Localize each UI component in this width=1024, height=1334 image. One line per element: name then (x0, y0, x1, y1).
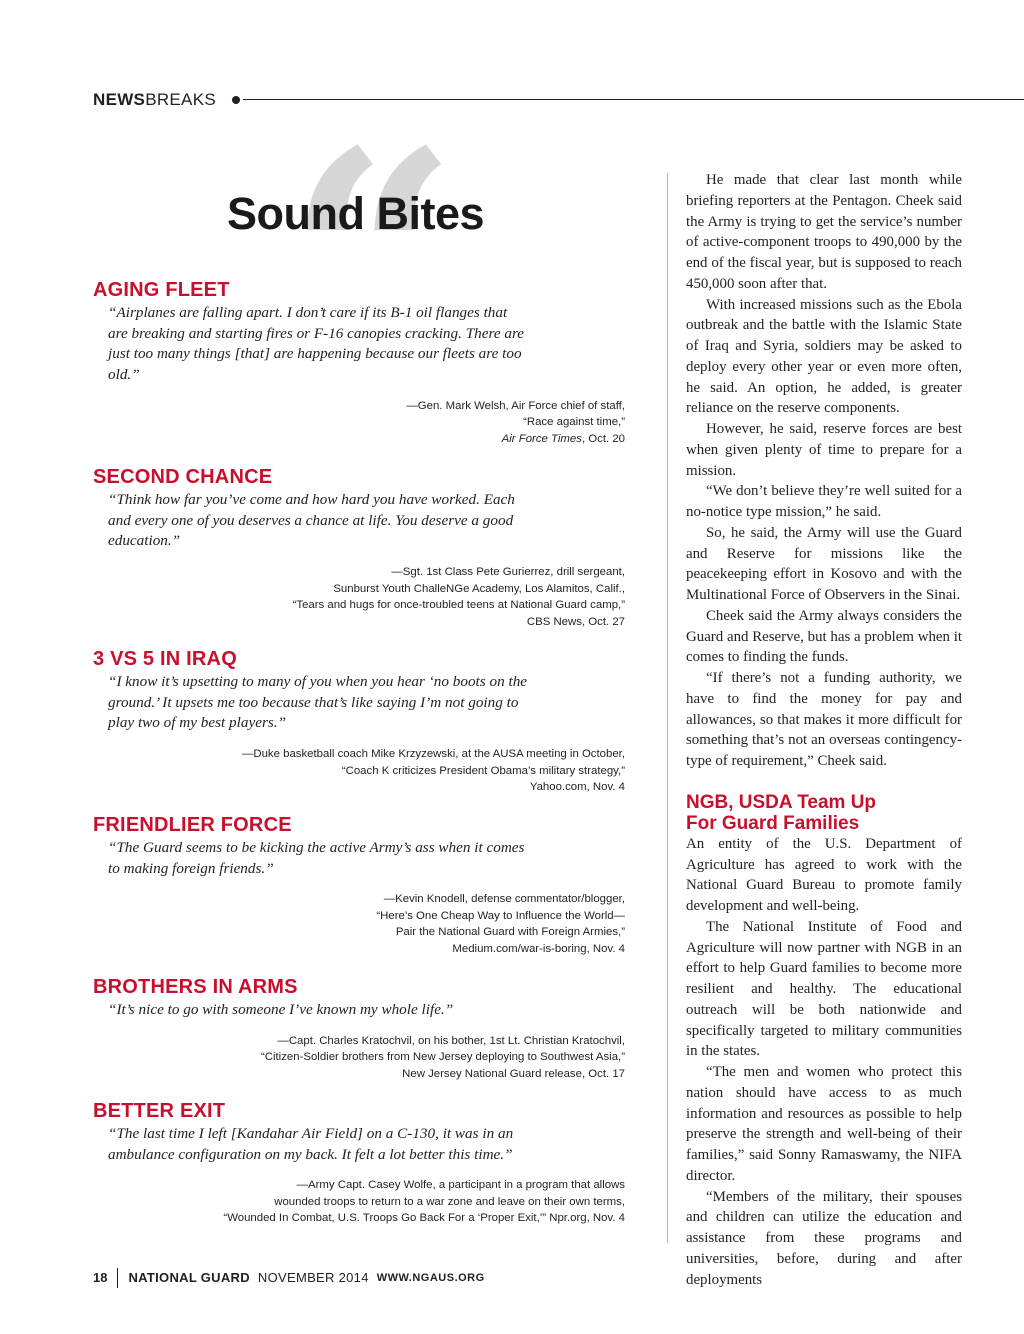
attribution-line: New Jersey National Guard release, Oct. 17 (402, 1067, 625, 1080)
item-attribution (93, 891, 625, 957)
article-paragraph: So, he said, the Army will use the Guard and Reserve for missions like the peacekeeping effort in Kosovo and with the Multinational Force of Observers in the Sinai. (686, 524, 962, 603)
article-paragraph: “We don’t believe they’re well suited for a no-notice type mission,” he said. (686, 483, 962, 520)
article-paragraph: Cheek said the Army always considers the Guard and Reserve, but has a problem when it comes to finding the funds. (686, 607, 962, 666)
item-attribution (93, 398, 625, 448)
page-title: Sound Bites (227, 188, 485, 239)
attribution-line: “Race against time,” (523, 416, 625, 429)
sound-bite-item (93, 814, 625, 957)
section-label-bold: NEWS (93, 90, 146, 109)
subhead-line: NGB, USDA Team Up (686, 791, 877, 813)
item-heading: SECOND CHANCE (93, 466, 273, 488)
sound-bite-item (93, 279, 625, 447)
page-number: 18 (93, 1270, 108, 1285)
attribution-line: —Kevin Knodell, defense commentator/blogger, (383, 893, 625, 906)
article-paragraph: The National Institute of Food and Agriculture will now partner with NGB in an effort to help Guard families to become more resilient and healthy. The educational outreach will be both nationwide and specifically targeted to military communities in the states. (686, 918, 962, 1060)
item-heading: 3 VS 5 IN IRAQ (93, 648, 237, 670)
article-paragraph: “The men and women who protect this nation should have access to as much information and resources as possible to help preserve the strength and well-being of their families,” said Sonny Ramaswamy, the NIFA director. (686, 1064, 962, 1184)
website-link[interactable]: WWW.NGAUS.ORG (376, 1272, 485, 1284)
section-label-light: BREAKS (145, 90, 216, 109)
article-paragraph: However, he said, reserve forces are best when given plenty of time to prepare for a mission. (686, 421, 962, 479)
footer-divider (117, 1268, 118, 1288)
item-quote: “The last time I left [Kandahar Air Field] on a C-130, it was in an ambulance configuration on my back. It felt a lot better this time.” (108, 1125, 514, 1163)
item-heading: BETTER EXIT (93, 1100, 226, 1122)
attribution-line: “Wounded In Combat, U.S. Troops Go Back For a ‘Proper Exit,’” Npr.org, Nov. 4 (223, 1212, 625, 1225)
sound-bite-item (93, 648, 625, 796)
attribution-line: —Capt. Charles Kratochvil, on his bother, 1st Lt. Christian Kratochvil, (277, 1034, 625, 1047)
issue-date: NOVEMBER 2014 (257, 1270, 369, 1285)
sound-bite-item (93, 466, 625, 630)
subhead-line: For Guard Families (686, 812, 860, 834)
article-paragraph: With increased missions such as the Ebola outbreak and the battle with the Islamic State of Iraq and Syria, soldiers may be asked to deploy every other year or even more often, he said. An option, he added, is greater reliance on the reserve components. (686, 296, 962, 417)
source-publication: Air Force Times (501, 432, 582, 445)
page-footer (93, 1268, 485, 1288)
item-quote: “I know it’s upsetting to many of you when you hear ‘no boots on the ground.’ It upsets me too because that’s like saying I’m not going to play two of my best players.” (108, 673, 528, 732)
article-column (686, 170, 962, 1290)
attribution-line: “Citizen-Soldier brothers from New Jersey deploying to Southwest Asia,” (260, 1051, 625, 1064)
attribution-line: —Gen. Mark Welsh, Air Force chief of staff, (406, 399, 625, 412)
article-subhead (686, 792, 962, 834)
item-attribution (93, 1033, 625, 1083)
attribution-line: CBS News, Oct. 27 (526, 615, 625, 628)
attribution-line: Medium.com/war-is-boring, Nov. 4 (452, 942, 625, 955)
item-heading: FRIENDLIER FORCE (93, 814, 292, 836)
item-heading: AGING FLEET (93, 279, 230, 301)
attribution-line: “Tears and hugs for once-troubled teens at National Guard camp,” (292, 599, 625, 612)
attribution-line: wounded troops to return to a war zone and leave on their own terms, (274, 1195, 625, 1208)
item-quote: “Think how far you’ve come and how hard you have worked. Each and every one of you deserves a chance at life. You deserve a good education.” (108, 491, 515, 550)
attribution-line: —Duke basketball coach Mike Krzyzewski, at the AUSA meeting in October, (241, 748, 625, 761)
item-heading: BROTHERS IN ARMS (93, 976, 298, 998)
article-paragraph: “If there’s not a funding authority, we have to find the money for pay and allowances, so that makes it more difficult for something that’s not an overseas contingency-type of requirement,” Cheek said. (686, 670, 962, 769)
attribution-line: “Here’s One Cheap Way to Influence the World— (376, 909, 625, 922)
section-header (93, 88, 1024, 112)
item-attribution (93, 1177, 625, 1227)
sound-bite-item (93, 1100, 625, 1227)
attribution-line: Pair the National Guard with Foreign Armies,” (395, 926, 625, 939)
article-paragraph: “Members of the military, their spouses and children can utilize the education and assistance from these programs and universities, before, during and after deployments (686, 1188, 962, 1288)
source-date: , Oct. 20 (581, 432, 625, 445)
header-rule (243, 99, 1024, 100)
item-quote: “Airplanes are falling apart. I don’t care if its B-1 oil flanges that are breaking and starting fires or F-16 canopies cracking. There are just too many things [that] are happening because our fleets are too old.” (108, 304, 525, 384)
bullet-icon (232, 96, 240, 104)
item-quote: “It’s nice to go with someone I’ve known my whole life.” (108, 1001, 454, 1018)
article-paragraph: An entity of the U.S. Department of Agriculture has agreed to work with the National Guard Bureau to promote family development and well-being. (686, 835, 962, 914)
item-quote: “The Guard seems to be kicking the active Army’s ass when it comes to making foreign friends.” (108, 839, 525, 877)
attribution-line: Sunburst Youth ChalleNGe Academy, Los Alamitos, Calif., (333, 582, 625, 595)
section-label (93, 88, 216, 112)
attribution-line: —Sgt. 1st Class Pete Gurierrez, drill sergeant, (391, 566, 625, 579)
item-attribution (93, 564, 625, 630)
attribution-line: “Coach K criticizes President Obama’s military strategy,” (341, 764, 625, 777)
magazine-name: NATIONAL GUARD (128, 1270, 250, 1285)
sound-bite-item (93, 976, 625, 1082)
item-attribution (93, 746, 625, 796)
attribution-source (93, 431, 625, 448)
column-divider (667, 173, 668, 1243)
attribution-line: Yahoo.com, Nov. 4 (529, 781, 625, 794)
article-paragraph: He made that clear last month while briefing reporters at the Pentagon. Cheek said the Army is trying to get the service’s number of active-component troops to 490,000 by the end of the fiscal year, but is supposed to reach 450,000 soon after that. (686, 172, 962, 292)
attribution-line: —Army Capt. Casey Wolfe, a participant in a program that allows (296, 1179, 625, 1192)
